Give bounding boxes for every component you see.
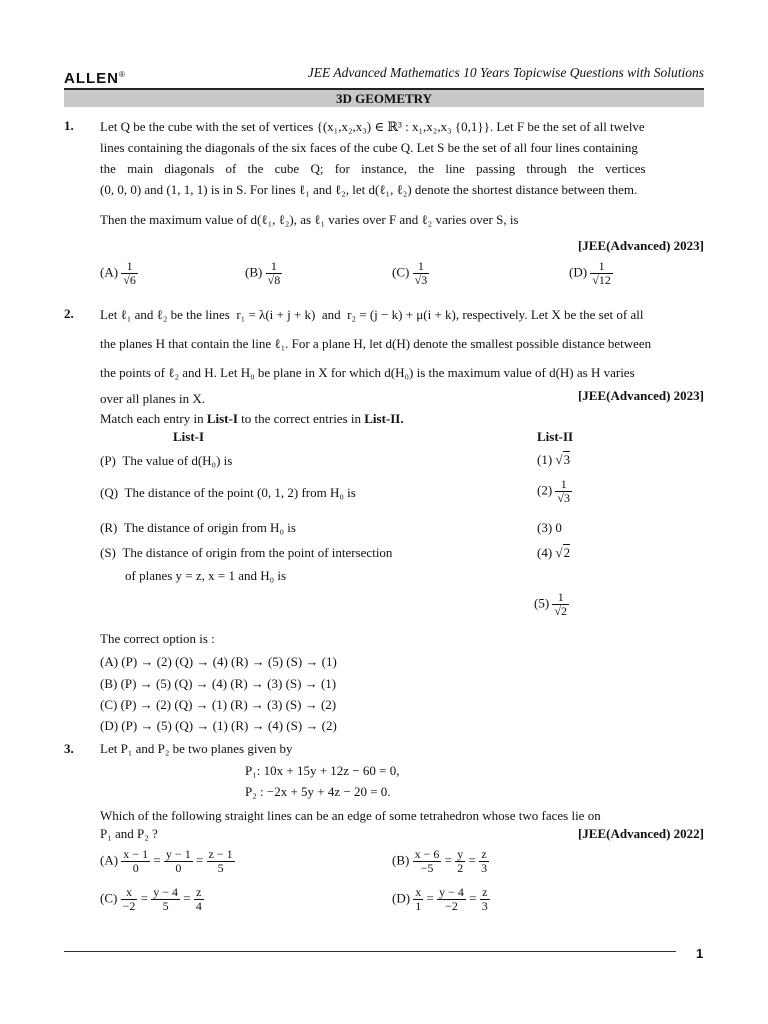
q3-plane-p2: P₂ : −2x + 5y + 4z − 20 = 0. <box>245 784 391 799</box>
q2-exam-tag: [JEE(Advanced) 2023] <box>577 388 704 403</box>
list-1-item-p: (P) The value of d(H₀) is <box>100 453 233 468</box>
q2-option-d[interactable]: (D) (P) → (5) (Q) → (1) (R) → (4) (S) → (2) <box>100 718 337 733</box>
q3-line-2: Which of the following straight lines can be an edge of some tetrahedron whose two faces lie on <box>100 808 601 823</box>
list-1-item-q: (Q) The distance of the point (0, 1, 2) from H₀ is <box>100 485 356 500</box>
q2-line-2: the planes H that contain the line ℓ₁. For a plane H, let d(H) denote the smallest possible distance between <box>100 336 652 351</box>
q2-line-1: Let ℓ₁ and ℓ₂ be the lines r₁ = λ(i + j + k) and r₂ = (j − k) + μ(i + k), respectively. Let X be the set of all <box>100 307 644 322</box>
list-2-item-2: (2) $\frac{1}{√3}$ <box>537 477 571 505</box>
q2-option-a[interactable]: (A) (P) → (2) (Q) → (4) (R) → (5) (S) → (1) <box>100 654 337 669</box>
list-2-item-1: (1) √3 <box>537 452 571 467</box>
q1-number: 1. <box>64 118 74 133</box>
page-number: 1 <box>696 946 704 961</box>
q3-plane-p1: P₁: 10x + 15y + 12z − 60 = 0, <box>245 763 400 778</box>
q1-line-2: lines containing the diagonals of the six faces of the cube Q. Let S be the set of all four lines containing <box>100 140 638 155</box>
list-1-heading: List-I <box>173 429 205 444</box>
q2-line-4: over all planes in X. <box>100 391 206 406</box>
q2-correct-prompt: The correct option is : <box>100 631 215 646</box>
q2-line-3: the points of ℓ₂ and H. Let H₀ be plane in X for which d(H₀) is the maximum value of d(H) as H varies <box>100 365 635 380</box>
footer-rule <box>64 951 676 952</box>
q1-line-3: the main diagonals of the cube Q; for instance, the line passing through the vertices <box>100 161 646 176</box>
q3-exam-tag: [JEE(Advanced) 2022] <box>577 826 704 841</box>
q1-option-a[interactable]: (A) $\frac{1}{√6}$ <box>100 259 136 287</box>
q1-option-c[interactable]: (C) $\frac{1}{√3}$ <box>392 259 428 287</box>
q3-number: 3. <box>64 741 74 756</box>
list-2-item-3: (3) 0 <box>537 520 562 535</box>
list-1-item-s: (S) The distance of origin from the point of intersection <box>100 545 393 560</box>
q2-number: 2. <box>64 306 74 321</box>
q3-option-d[interactable]: (D) $\frac{x}{1}$ = $\frac{y - 4}{-2}$ = $\frac{z}{3}$ <box>392 885 488 913</box>
q2-option-c[interactable]: (C) (P) → (2) (Q) → (1) (R) → (3) (S) → (2) <box>100 697 337 712</box>
q3-line-3: P₁ and P₂ ? <box>100 826 158 841</box>
q3-option-c[interactable]: (C) $\frac{x}{-2}$ = $\frac{y - 4}{5}$ = $\frac{z}{4}$ <box>100 885 202 913</box>
q1-exam-tag: [JEE(Advanced) 2023] <box>577 238 704 253</box>
q2-option-b[interactable]: (B) (P) → (5) (Q) → (4) (R) → (3) (S) → (1) <box>100 676 337 691</box>
q2-match-instruction: Match each entry in List-I to the correct entries in List-II. <box>100 411 404 426</box>
q1-option-b[interactable]: (B) $\frac{1}{√8}$ <box>245 259 281 287</box>
q1-line-4: (0, 0, 0) and (1, 1, 1) is in S. For lines ℓ₁ and ℓ₂, let d(ℓ₁, ℓ₂) denote the shortest distance between them. <box>100 182 638 197</box>
q3-option-b[interactable]: (B) $\frac{x - 6}{-5}$ = $\frac{y}{2}$ = $\frac{z}{3}$ <box>392 847 488 875</box>
q2-vector-r1: r₁ = λ(i + j + k) <box>236 307 316 322</box>
list-1-item-r: (R) The distance of origin from H₀ is <box>100 520 296 535</box>
q1-option-d[interactable]: (D) $\frac{1}{√12}$ <box>569 259 611 287</box>
q2-vector-r2: r₂ = (j − k) + μ(i + k) <box>347 307 456 322</box>
allen-logo: ALLEN® <box>64 70 126 87</box>
list-2-heading: List-II <box>537 429 574 444</box>
q3-line-1: Let P₁ and P₂ be two planes given by <box>100 741 293 756</box>
chapter-title: 3D GEOMETRY <box>64 90 704 107</box>
book-title: JEE Advanced Mathematics 10 Years Topicwise Questions with Solutions <box>307 65 704 80</box>
list-1-item-s-continued: of planes y = z, x = 1 and H₀ is <box>125 568 287 583</box>
list-2-item-5: (5) $\frac{1}{√2}$ <box>534 590 568 618</box>
q1-line-1: Let Q be the cube with the set of vertices {(x₁,x₂,x₃) ∈ ℝ³ : x₁,x₂,x₃ {0,1}}. Let F be the set of all twelve <box>100 119 645 134</box>
q3-option-a[interactable]: (A) $\frac{x - 1}{0}$ = $\frac{y - 1}{0}$ = $\frac{z - 1}{5}$ <box>100 847 233 875</box>
list-2-item-4: (4) √2 <box>537 545 571 560</box>
q1-line-5: Then the maximum value of d(ℓ₁, ℓ₂), as ℓ₁ varies over F and ℓ₂ varies over S, is <box>100 212 519 227</box>
